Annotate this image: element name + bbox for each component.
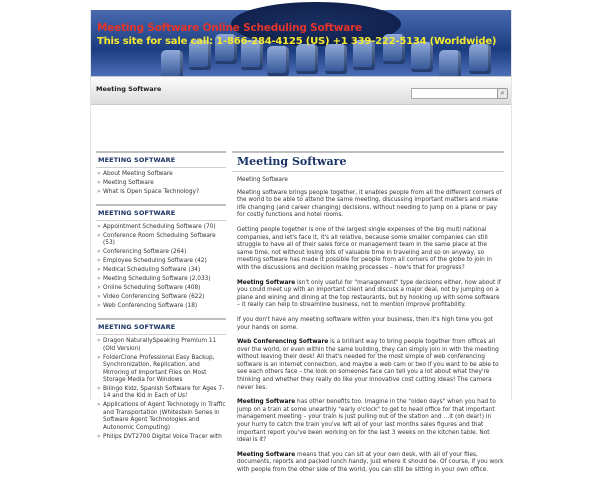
post-paragraph <box>237 317 504 332</box>
nav-link-meeting-software[interactable]: Meeting Software <box>96 85 162 93</box>
post-paragraph <box>237 280 504 310</box>
sidebar-link[interactable]: » Dragon NaturallySpeaking Premium 11 (Old Version) <box>96 338 226 354</box>
post-paragraph-text: means that you can sit at your own desk, with all of your files, documents, reports and packed lunch handy, just where it should be. Of course, if you work with people from the other side of the world, you can still be sitting in your own office. <box>237 451 504 473</box>
sidebar-link[interactable]: » Meeting Software <box>96 180 226 189</box>
sidebar-link[interactable]: » Applications of Agent Technology in Traffic and Transportation (Whitestein Series in Software Agent Technologies and Autonomic Computing) <box>96 402 226 433</box>
post-paragraph-text: Meeting software brings people together, it enables people from all the different corners of the world to be able to attend the same meeting, discussing important matters and make life changing (and career changing) decisions, without needing to jump on a plane or pay for costly functions and hotel rooms. <box>237 189 502 219</box>
site-title[interactable]: Meeting Software Online Scheduling Software <box>97 22 362 34</box>
banner-chair <box>469 44 491 74</box>
banner-chair <box>296 44 318 74</box>
post-title[interactable]: Meeting Software <box>232 151 504 172</box>
post-paragraph <box>237 399 504 445</box>
post-subtitle: Meeting Software <box>237 177 288 183</box>
sidebar-link[interactable]: » Conference Room Scheduling Software (53) <box>96 233 226 249</box>
banner-chair <box>267 46 289 76</box>
sidebar-pages-list <box>96 171 226 198</box>
sidebar-link[interactable]: » Employee Scheduling Software (42) <box>96 258 226 267</box>
sidebar-products-list <box>96 338 226 442</box>
post-paragraph-bold: Meeting Software <box>237 451 296 458</box>
post-paragraph <box>237 190 504 220</box>
site-description: This site for sale call: 1-866-284-4125 (US) +1 339-222-5134 (Worldwide) <box>97 36 497 47</box>
header-banner <box>91 10 511 76</box>
post-paragraph-bold: Meeting Software <box>237 279 296 286</box>
post-paragraph <box>237 227 504 273</box>
post-paragraph-text: isn't only useful for "management" type decisions either, how about if you could meet up with an important client and discuss a major deal, not by jumping on a plane and wining and dining at the top restaurants, but by hooking up with some software – it really can help to streamline business, not to mention improve profitability. <box>237 279 501 309</box>
post-paragraph-text: has other benefits too. Imagine in the "olden days" when you had to jump on a train at some unearthly "early o'clock" to get to head office for that important management meeting – your train is just pulling out of the station and …it (oh dear!) in your hurry to catch the train you've left all of your last months sales figures and that important report you've been working on for the last 3 weeks on the kitchen table. Not ideal is it? <box>237 399 496 444</box>
sidebar-link[interactable]: » Online Scheduling Software (408) <box>96 285 226 294</box>
post-paragraph-text: is a brilliant way to bring people together from offices all over the world, or even within the same building, they can simply join in with the meeting without leaving their desk! All that's needed for the most simple of web conferencing software is an internet connection, and maybe a web cam or two if you want to be able to see each others face – the look on someones face can tell you a lot about what they're thinking and whether they really do like your innovative cost cutting ideas! The camera never lies. <box>237 339 499 391</box>
banner-chair <box>325 44 347 74</box>
post-paragraph-text: Getting people together is one of the largest single expenses of the big multi national companies, and let's face it, it's all relative, because some smaller companies can still struggle to have all of their sales force or management team in the same place at the same time, not without losing lots of valuable time in traveling and so on anyway, so meeting software has made it possible for people from all corners of the globe to join in with the discussions and decision making processes – how's that for progress? <box>237 226 492 271</box>
main-content <box>232 151 504 482</box>
sidebar-link[interactable]: » Video Conferencing Software (622) <box>96 294 226 303</box>
sidebar-link[interactable]: » FolderClone Professional Easy Backup, Synchronization, Replication, and Mirroring of Important Files on Most Storage Media for Windows <box>96 355 226 386</box>
post-paragraph-text: If you don't have any meeting software within your business, then it's high time you got your hands on some. <box>237 316 493 331</box>
sidebar-link[interactable]: » Medical Scheduling Software (34) <box>96 267 226 276</box>
post-paragraph <box>237 452 504 475</box>
sidebar-link[interactable]: » Conferencing Software (264) <box>96 249 226 258</box>
sidebar-link[interactable]: » Meeting Scheduling Software (2,033) <box>96 276 226 285</box>
sidebar-categories-list <box>96 224 226 312</box>
sidebar-link[interactable]: » Appointment Scheduling Software (70) <box>96 224 226 233</box>
search-button[interactable] <box>497 88 508 99</box>
sidebar-link[interactable]: » What Is Open Space Technology? <box>96 189 226 198</box>
post-body <box>232 177 504 475</box>
post-paragraph-bold: Web Conferencing Software <box>237 339 329 346</box>
sidebar <box>96 151 226 449</box>
sidebar-section-title: MEETING SOFTWARE <box>96 318 226 335</box>
post-paragraph-bold: Meeting Software <box>237 399 296 406</box>
sidebar-section-title: MEETING SOFTWARE <box>96 204 226 221</box>
search-icon: ⌕ <box>500 89 505 97</box>
sidebar-link[interactable]: » Philips DVT2700 Digital Voice Tracer with <box>96 434 226 443</box>
page-container <box>90 10 512 473</box>
search-input[interactable] <box>411 88 498 99</box>
sidebar-link[interactable]: » Web Conferencing Software (18) <box>96 303 226 312</box>
navigation-bar <box>91 76 511 105</box>
sidebar-link[interactable]: » Bilingo Kidz, Spanish Software for Ages 7-14 and the Kid in Each of Us! <box>96 386 226 402</box>
post-paragraph <box>237 339 504 392</box>
sidebar-link[interactable]: » About Meeting Software <box>96 171 226 180</box>
sidebar-section-title: MEETING SOFTWARE <box>96 151 226 168</box>
